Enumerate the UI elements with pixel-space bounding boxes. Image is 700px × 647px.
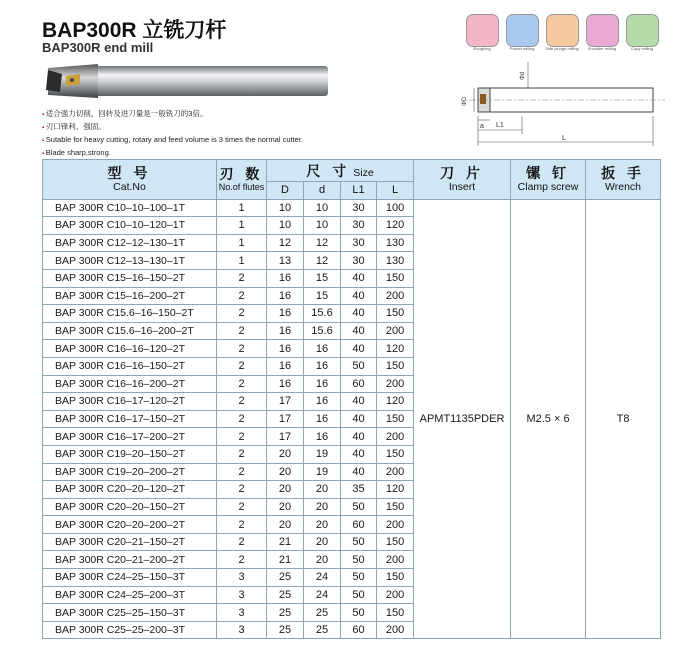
cell-cat-no: BAP 300R C19–20–150–2T — [43, 445, 217, 463]
header-model: 型 号 Cat.No — [43, 160, 217, 200]
cell-L1: 40 — [341, 393, 377, 411]
cell-flutes: 2 — [217, 269, 267, 287]
shoulder-milling-icon — [586, 14, 619, 47]
cell-cat-no: BAP 300R C24–25–150–3T — [43, 569, 217, 587]
cell-d: 10 — [304, 199, 341, 217]
cell-flutes: 2 — [217, 463, 267, 481]
subheader-L: L — [377, 182, 414, 200]
page-subtitle: BAP300R end mill — [42, 40, 154, 55]
cell-L: 150 — [377, 533, 414, 551]
cell-D: 25 — [267, 621, 304, 639]
cell-L1: 50 — [341, 569, 377, 587]
cell-L: 150 — [377, 569, 414, 587]
cell-cat-no: BAP 300R C20–20–150–2T — [43, 498, 217, 516]
cell-d: 20 — [304, 481, 341, 499]
icon-caption: Shoulder milling — [587, 46, 617, 51]
cell-D: 12 — [267, 234, 304, 252]
cell-L1: 30 — [341, 252, 377, 270]
cell-L: 150 — [377, 498, 414, 516]
cell-cat-no: BAP 300R C15.6–16–150–2T — [43, 305, 217, 323]
subheader-d: d — [304, 182, 341, 200]
cell-d: 20 — [304, 551, 341, 569]
cell-L1: 40 — [341, 287, 377, 305]
cell-D: 16 — [267, 375, 304, 393]
icon-caption: Side plunge milling — [545, 46, 579, 51]
side-plunge-milling-icon — [546, 14, 579, 47]
table-row — [43, 199, 661, 217]
cell-D: 17 — [267, 428, 304, 446]
technical-drawing — [440, 54, 680, 154]
cell-flutes: 2 — [217, 551, 267, 569]
cell-L: 200 — [377, 287, 414, 305]
cell-L: 200 — [377, 463, 414, 481]
cell-L: 120 — [377, 481, 414, 499]
cell-cat-no: BAP 300R C16–16–200–2T — [43, 375, 217, 393]
cell-D: 16 — [267, 269, 304, 287]
feature-item: ▪ Sutable for heavy cutting, rotary and feed volume is 3 times the normal cutter. — [42, 134, 303, 147]
application-icons — [466, 14, 666, 54]
cell-d: 24 — [304, 569, 341, 587]
dim-a-label: a — [480, 123, 484, 130]
cell-L: 200 — [377, 551, 414, 569]
cell-cat-no: BAP 300R C20–21–150–2T — [43, 533, 217, 551]
cell-flutes: 2 — [217, 428, 267, 446]
cell-D: 17 — [267, 410, 304, 428]
cell-L: 150 — [377, 604, 414, 622]
cell-L1: 40 — [341, 445, 377, 463]
end-mill-image — [40, 62, 330, 100]
cell-d: 16 — [304, 428, 341, 446]
cell-d: 20 — [304, 533, 341, 551]
cell-flutes: 1 — [217, 199, 267, 217]
cell-D: 13 — [267, 252, 304, 270]
cell-D: 25 — [267, 604, 304, 622]
spec-table — [42, 159, 661, 639]
cell-flutes: 2 — [217, 357, 267, 375]
cell-flutes: 2 — [217, 393, 267, 411]
cell-L1: 50 — [341, 604, 377, 622]
cell-d: 15 — [304, 287, 341, 305]
cell-D: 16 — [267, 305, 304, 323]
cell-L: 130 — [377, 252, 414, 270]
dim-D-label: ΦD — [462, 96, 468, 106]
cell-cat-no: BAP 300R C10–10–120–1T — [43, 217, 217, 235]
cell-cat-no: BAP 300R C20–21–200–2T — [43, 551, 217, 569]
cell-L: 200 — [377, 586, 414, 604]
cell-clamp-screw: M2.5 × 6 — [511, 199, 586, 639]
cell-wrench: T8 — [586, 199, 661, 639]
cell-D: 21 — [267, 533, 304, 551]
header-insert: 刀 片 Insert — [414, 160, 511, 200]
cell-d: 25 — [304, 621, 341, 639]
cell-cat-no: BAP 300R C16–16–120–2T — [43, 340, 217, 358]
cell-L1: 30 — [341, 199, 377, 217]
cell-flutes: 2 — [217, 322, 267, 340]
dim-d-label: Φd — [520, 71, 526, 80]
cell-L: 120 — [377, 340, 414, 358]
cell-d: 24 — [304, 586, 341, 604]
icon-caption: Copy milling — [631, 46, 653, 51]
cell-flutes: 3 — [217, 604, 267, 622]
icon-caption: Roughing — [473, 46, 491, 51]
cell-flutes: 2 — [217, 498, 267, 516]
cell-d: 15 — [304, 269, 341, 287]
cell-cat-no: BAP 300R C20–20–120–2T — [43, 481, 217, 499]
cell-D: 20 — [267, 498, 304, 516]
cell-flutes: 1 — [217, 234, 267, 252]
cell-d: 16 — [304, 375, 341, 393]
feature-list — [42, 108, 303, 160]
cell-L: 200 — [377, 322, 414, 340]
cell-L1: 40 — [341, 428, 377, 446]
cell-cat-no: BAP 300R C15–16–150–2T — [43, 269, 217, 287]
cell-L: 200 — [377, 516, 414, 534]
cell-L1: 30 — [341, 234, 377, 252]
cell-L1: 40 — [341, 322, 377, 340]
feature-item: ▪ Blade sharp,strong. — [42, 147, 303, 160]
cell-D: 16 — [267, 287, 304, 305]
cell-L1: 60 — [341, 516, 377, 534]
cell-L1: 40 — [341, 305, 377, 323]
cell-d: 15.6 — [304, 322, 341, 340]
cell-flutes: 2 — [217, 410, 267, 428]
header-flutes: 刃 数 No.of flutes — [217, 160, 267, 200]
cell-d: 10 — [304, 217, 341, 235]
cell-flutes: 3 — [217, 586, 267, 604]
cell-L: 150 — [377, 305, 414, 323]
cell-flutes: 2 — [217, 516, 267, 534]
cell-flutes: 2 — [217, 481, 267, 499]
cell-cat-no: BAP 300R C19–20–200–2T — [43, 463, 217, 481]
cell-L: 120 — [377, 217, 414, 235]
cell-cat-no: BAP 300R C16–17–120–2T — [43, 393, 217, 411]
cell-cat-no: BAP 300R C12–12–130–1T — [43, 234, 217, 252]
cell-cat-no: BAP 300R C25–25–200–3T — [43, 621, 217, 639]
cell-L1: 50 — [341, 586, 377, 604]
cell-D: 16 — [267, 322, 304, 340]
cell-d: 19 — [304, 463, 341, 481]
cell-D: 21 — [267, 551, 304, 569]
cell-flutes: 2 — [217, 445, 267, 463]
cell-cat-no: BAP 300R C15–16–200–2T — [43, 287, 217, 305]
cell-cat-no: BAP 300R C15.6–16–200–2T — [43, 322, 217, 340]
cell-flutes: 3 — [217, 621, 267, 639]
page-title: BAP300R 立铣刀杆 — [42, 19, 227, 42]
cell-flutes: 2 — [217, 305, 267, 323]
header-clamp-screw: 镙 钉 Clamp screw — [511, 160, 586, 200]
cell-d: 16 — [304, 410, 341, 428]
cell-L1: 50 — [341, 498, 377, 516]
cell-flutes: 1 — [217, 252, 267, 270]
cell-D: 10 — [267, 217, 304, 235]
cell-D: 20 — [267, 481, 304, 499]
cell-d: 16 — [304, 357, 341, 375]
dim-L1-label: L1 — [496, 122, 504, 129]
cell-cat-no: BAP 300R C12–13–130–1T — [43, 252, 217, 270]
feature-item: ▪ 适合强力切削，回转及进刀量是一般铣刀的3倍。 — [42, 108, 303, 121]
pocket-milling-icon — [506, 14, 539, 47]
cell-L1: 50 — [341, 533, 377, 551]
cell-L: 130 — [377, 234, 414, 252]
cell-cat-no: BAP 300R C16–16–150–2T — [43, 357, 217, 375]
cell-cat-no: BAP 300R C20–20–200–2T — [43, 516, 217, 534]
cell-cat-no: BAP 300R C16–17–150–2T — [43, 410, 217, 428]
roughing-icon — [466, 14, 499, 47]
cell-d: 16 — [304, 340, 341, 358]
cell-L: 150 — [377, 269, 414, 287]
cell-flutes: 2 — [217, 375, 267, 393]
copy-milling-icon — [626, 14, 659, 47]
cell-d: 19 — [304, 445, 341, 463]
cell-D: 20 — [267, 463, 304, 481]
header-size: 尺 寸 Size — [267, 160, 414, 182]
cell-L: 150 — [377, 410, 414, 428]
cell-L: 150 — [377, 357, 414, 375]
feature-item: ▪ 刃口锋利、强固。 — [42, 121, 303, 134]
cell-d: 20 — [304, 498, 341, 516]
cell-D: 20 — [267, 516, 304, 534]
cell-D: 10 — [267, 199, 304, 217]
cell-D: 16 — [267, 357, 304, 375]
cell-L1: 50 — [341, 357, 377, 375]
cell-cat-no: BAP 300R C24–25–200–3T — [43, 586, 217, 604]
cell-L: 200 — [377, 428, 414, 446]
cell-L1: 35 — [341, 481, 377, 499]
cell-flutes: 1 — [217, 217, 267, 235]
cell-L1: 40 — [341, 463, 377, 481]
cell-L: 200 — [377, 621, 414, 639]
cell-insert: APMT1135PDER — [414, 199, 511, 639]
cell-d: 16 — [304, 393, 341, 411]
cell-d: 12 — [304, 252, 341, 270]
cell-cat-no: BAP 300R C10–10–100–1T — [43, 199, 217, 217]
cell-L1: 60 — [341, 375, 377, 393]
cell-D: 25 — [267, 569, 304, 587]
cell-L1: 60 — [341, 621, 377, 639]
cell-L: 100 — [377, 199, 414, 217]
cell-d: 15.6 — [304, 305, 341, 323]
subheader-D: D — [267, 182, 304, 200]
dim-L-label: L — [562, 135, 566, 142]
cell-flutes: 2 — [217, 533, 267, 551]
cell-flutes: 2 — [217, 287, 267, 305]
cell-D: 16 — [267, 340, 304, 358]
icon-caption: Pocket milling — [509, 46, 535, 51]
cell-L: 120 — [377, 393, 414, 411]
cell-d: 25 — [304, 604, 341, 622]
cell-D: 17 — [267, 393, 304, 411]
cell-d: 12 — [304, 234, 341, 252]
cell-cat-no: BAP 300R C16–17–200–2T — [43, 428, 217, 446]
cell-L: 200 — [377, 375, 414, 393]
cell-L1: 30 — [341, 217, 377, 235]
header-wrench: 扳 手 Wrench — [586, 160, 661, 200]
cell-d: 20 — [304, 516, 341, 534]
cell-D: 25 — [267, 586, 304, 604]
cell-flutes: 3 — [217, 569, 267, 587]
cell-L1: 40 — [341, 340, 377, 358]
subheader-L1: L1 — [341, 182, 377, 200]
cell-flutes: 2 — [217, 340, 267, 358]
cell-L1: 40 — [341, 410, 377, 428]
cell-L1: 40 — [341, 269, 377, 287]
cell-L1: 50 — [341, 551, 377, 569]
cell-cat-no: BAP 300R C25–25–150–3T — [43, 604, 217, 622]
cell-D: 20 — [267, 445, 304, 463]
cell-L: 150 — [377, 445, 414, 463]
